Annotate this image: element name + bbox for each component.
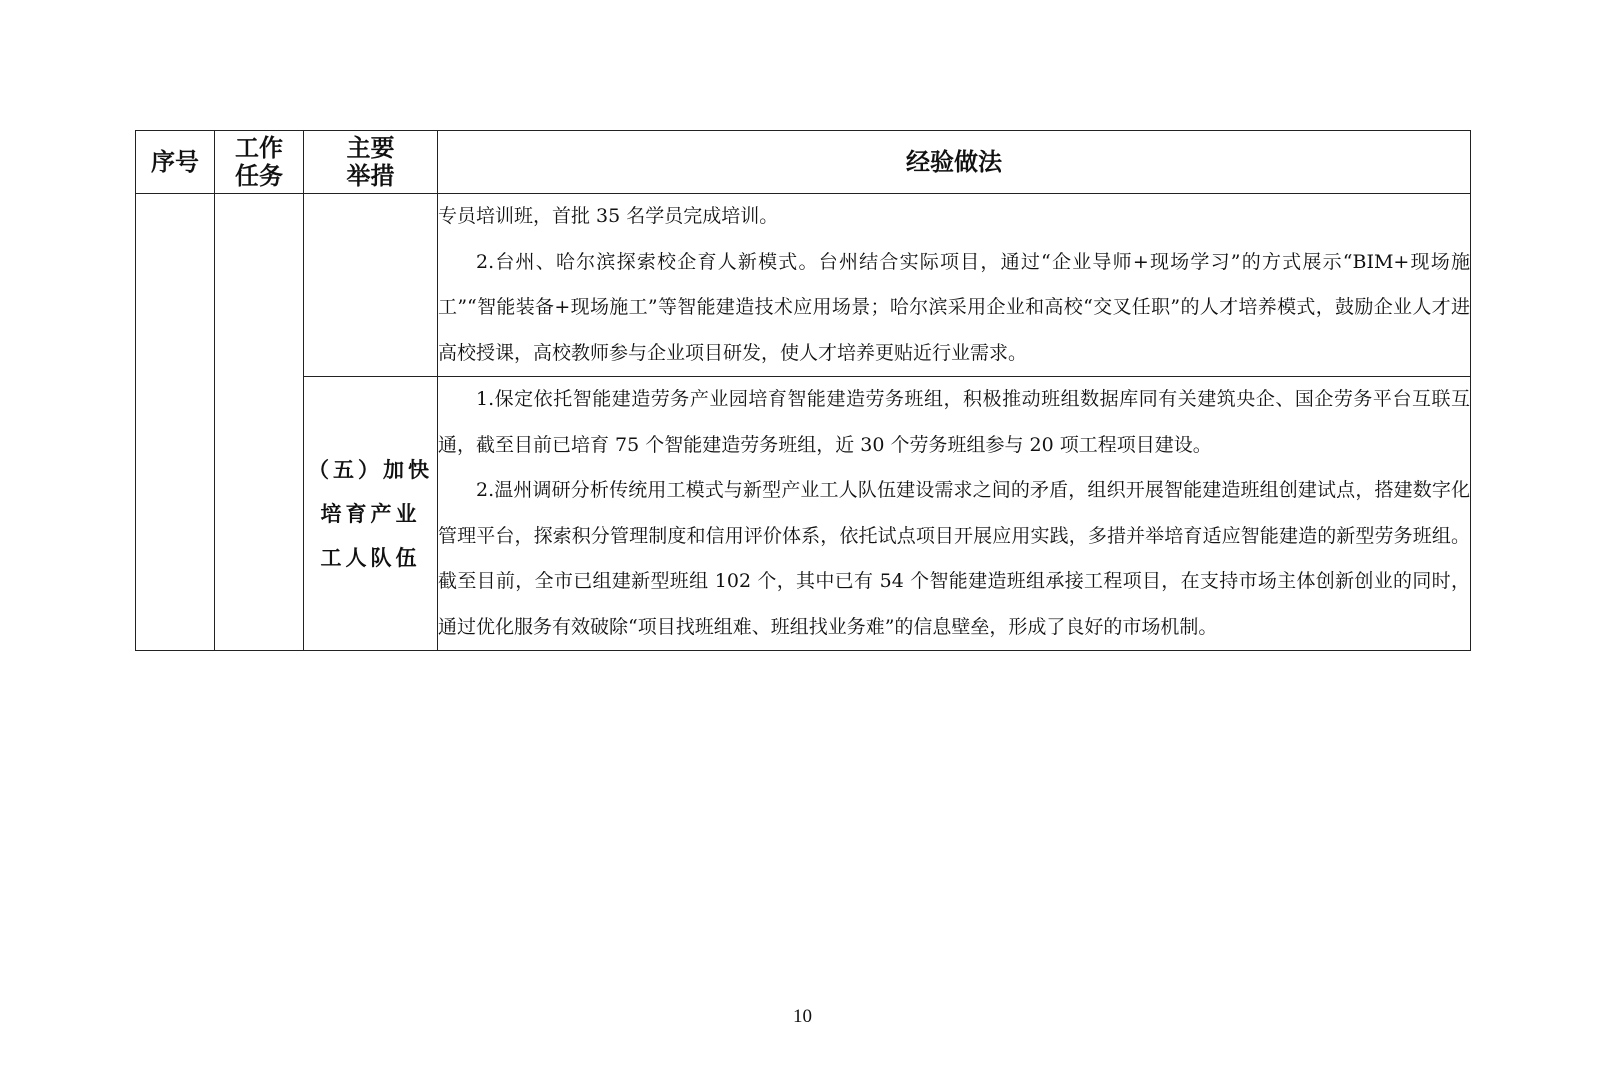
seq-cell xyxy=(136,194,215,651)
header-experience: 经验做法 xyxy=(438,131,1471,194)
measure-cell xyxy=(304,194,438,377)
header-task xyxy=(215,131,304,194)
header-task-line-2: 任务 xyxy=(235,162,283,190)
header-measure-line-2: 举措 xyxy=(346,162,395,190)
experience-table xyxy=(135,130,1471,651)
header-measure xyxy=(304,131,438,194)
experience-paragraph: 1.保定依托智能建造劳务产业园培育智能建造劳务班组，积极推动班组数据库同有关建筑央企、国企劳务平台互联互通，截至目前已培育 75 个智能建造劳务班组，近 30 个劳务班组参与 20 项工程项目建设。 xyxy=(438,388,1470,456)
experience-cell xyxy=(438,194,1471,377)
measure-line: 培育产业 xyxy=(320,500,421,526)
header-task-line-1: 工作 xyxy=(235,134,283,162)
experience-paragraph: 2.温州调研分析传统用工模式与新型产业工人队伍建设需求之间的矛盾，组织开展智能建造班组创建试点，搭建数字化管理平台，探索积分管理制度和信用评价体系，依托试点项目开展应用实践，多措并举培育适应智能建造的新型劳务班组。截至目前，全市已组建新型班组 102 个，其中已有 54 个智能建造班组承接工程项目，在支持市场主体创新创业的同时，通过优化服务有效破除“项目找班组难、班组找业务难”的信息壁垒，形成了良好的市场机制。 xyxy=(438,479,1470,638)
measure-line: （五）加快 xyxy=(308,456,433,482)
page-number: 10 xyxy=(793,1006,812,1027)
header-seq: 序号 xyxy=(136,131,215,194)
experience-paragraph: 2.台州、哈尔滨探索校企育人新模式。台州结合实际项目，通过“企业导师+现场学习”的方式展示“BIM+现场施工”“智能装备+现场施工”等智能建造技术应用场景；哈尔滨采用企业和高校“交叉任职”的人才培养模式，鼓励企业人才进高校授课，高校教师参与企业项目研发，使人才培养更贴近行业需求。 xyxy=(438,250,1470,364)
experience-paragraph: 专员培训班，首批 35 名学员完成培训。 xyxy=(438,205,779,227)
header-measure-line-1: 主要 xyxy=(346,134,395,162)
task-cell xyxy=(215,194,304,651)
table-row xyxy=(136,194,1471,377)
measure-cell xyxy=(304,377,438,651)
experience-cell xyxy=(438,377,1471,651)
table-header-row xyxy=(136,131,1471,194)
measure-line: 工人队伍 xyxy=(320,544,421,570)
table-row xyxy=(136,377,1471,651)
